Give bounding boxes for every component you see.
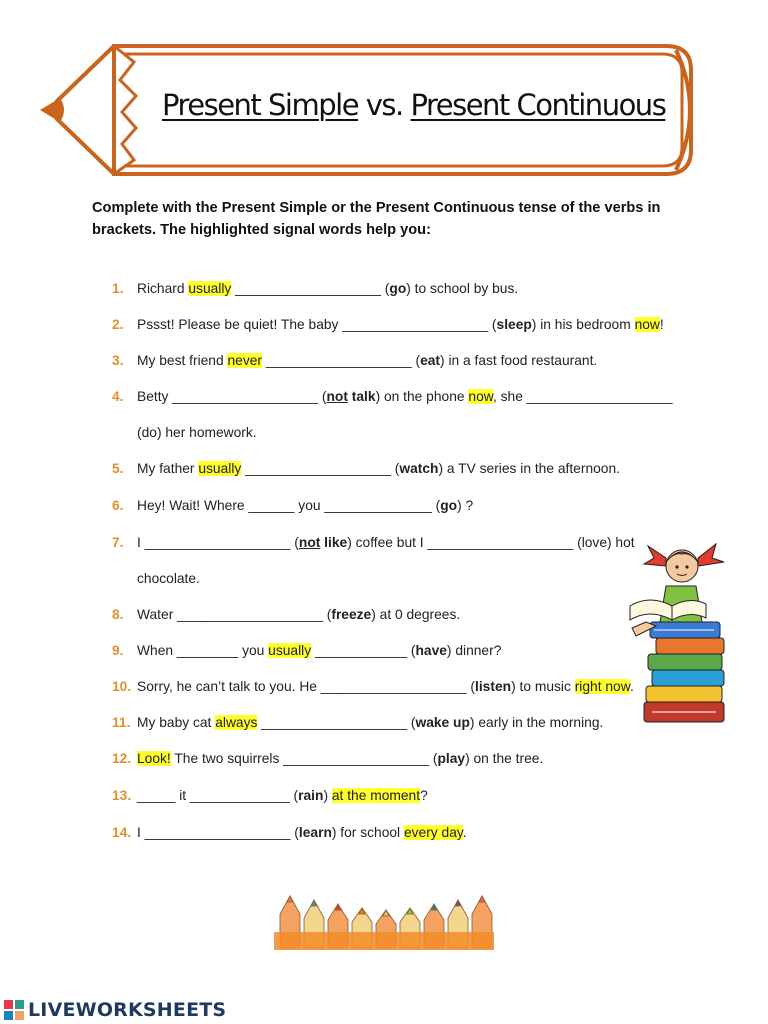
item-text: ! <box>659 317 664 332</box>
verb: rain <box>298 788 324 803</box>
item-text: ) on the tree. <box>465 751 544 766</box>
item-text: _____ it _____________ ( <box>137 788 299 803</box>
item-text: ) dinner? <box>446 643 502 658</box>
colored-pencils-illustration <box>274 888 494 955</box>
exercise-item-5 <box>137 458 620 480</box>
item-text: My father <box>137 461 199 476</box>
title-vs: vs. <box>358 88 411 122</box>
liveworksheets-logo-icon <box>4 1000 24 1020</box>
verb: like <box>320 535 348 550</box>
item-text: ) ? <box>457 498 474 513</box>
signal-word: never <box>227 353 262 368</box>
item-text: Betty ___________________ ( <box>137 389 327 404</box>
verb: go <box>440 498 458 513</box>
verb: watch <box>399 461 439 476</box>
item-text: Water ___________________ ( <box>137 607 332 622</box>
signal-word: always <box>215 715 258 730</box>
signal-word: now <box>634 317 660 332</box>
exercise-item-10 <box>137 676 634 698</box>
exercise-item-4 <box>137 386 673 408</box>
verb: wake up <box>415 715 470 730</box>
item-text: ____________ ( <box>311 643 416 658</box>
item-text: . <box>629 679 634 694</box>
instructions: Complete with the Present Simple or the Present Continuous tense of the verbs in brackets. The highlighted signal words help you: <box>92 200 661 238</box>
item-number: 11. <box>112 715 131 730</box>
title-present-continuous: Present Continuous <box>410 88 666 122</box>
verb-negation: not <box>326 389 348 404</box>
item-text: Richard <box>137 281 189 296</box>
verb: play <box>437 751 466 766</box>
item-text: ) in a fast food restaurant. <box>440 353 598 368</box>
verb: have <box>415 643 447 658</box>
item-text: ? <box>420 788 428 803</box>
item-text: Pssst! Please be quiet! The baby ___________________ ( <box>137 317 497 332</box>
item-text: ) in his bedroom <box>531 317 635 332</box>
verb: freeze <box>331 607 372 622</box>
exercise-item-12 <box>137 748 543 770</box>
signal-word: Look! <box>137 751 171 766</box>
verb: sleep <box>496 317 532 332</box>
item-text: , she ___________________ <box>492 389 673 404</box>
item-text: . <box>462 825 467 840</box>
exercise-item-2 <box>137 314 664 336</box>
item-number: 9. <box>112 643 124 658</box>
item-number: 2. <box>112 317 124 332</box>
item-text: The two squirrels ___________________ ( <box>170 751 438 766</box>
verb: talk <box>347 389 376 404</box>
item-number: 10. <box>112 679 132 694</box>
exercise-item-9 <box>137 640 501 662</box>
verb: eat <box>420 353 441 368</box>
item-number: 1. <box>112 281 124 296</box>
item-number: 4. <box>112 389 124 404</box>
exercise-item-6 <box>137 495 473 517</box>
item-text: I ___________________ ( <box>137 825 299 840</box>
item-number: 12. <box>112 751 132 766</box>
item-text: My best friend <box>137 353 228 368</box>
exercise-item-7-continued: chocolate. <box>137 571 200 586</box>
signal-word: usually <box>188 281 232 296</box>
item-number: 13. <box>112 788 132 803</box>
item-number: 8. <box>112 607 124 622</box>
item-text: My baby cat <box>137 715 216 730</box>
item-number: 14. <box>112 825 132 840</box>
item-text: ___________________ ( <box>257 715 416 730</box>
signal-word: right now <box>574 679 630 694</box>
item-number: 3. <box>112 353 124 368</box>
signal-word: now <box>468 389 493 404</box>
item-number: 7. <box>112 535 124 550</box>
item-text: Hey! Wait! Where ______ you ______________ ( <box>137 498 441 513</box>
title-present-simple: Present Simple <box>162 88 359 122</box>
girl-on-books-illustration <box>626 536 730 741</box>
verb: listen <box>475 679 512 694</box>
item-text: ___________________ ( <box>241 461 400 476</box>
exercise-item-4-continued: (do) her homework. <box>137 425 257 440</box>
item-text: ) <box>323 788 332 803</box>
verb: learn <box>298 825 332 840</box>
signal-word: at the moment <box>331 788 421 803</box>
exercise-item-1 <box>137 278 518 300</box>
signal-word: usually <box>198 461 242 476</box>
item-text: ) at 0 degrees. <box>371 607 461 622</box>
item-text: ) a TV series in the afternoon. <box>438 461 620 476</box>
signal-word: every day <box>403 825 463 840</box>
exercise-item-7 <box>137 532 635 554</box>
signal-word: usually <box>268 643 312 658</box>
item-text: ___________________ ( <box>262 353 421 368</box>
item-text: ) to school by bus. <box>406 281 519 296</box>
item-text: ___________________ ( <box>231 281 390 296</box>
item-text: I ___________________ ( <box>137 535 299 550</box>
item-number: 6. <box>112 498 124 513</box>
item-text: ) early in the morning. <box>469 715 604 730</box>
item-text: ) on the phone <box>375 389 469 404</box>
item-text: ) for school <box>331 825 404 840</box>
item-text: When ________ you <box>137 643 269 658</box>
exercise-item-11 <box>137 712 603 734</box>
exercise-item-13 <box>137 785 428 807</box>
verb: go <box>389 281 407 296</box>
item-text: ) to music <box>511 679 575 694</box>
item-number: 5. <box>112 461 124 476</box>
exercise-item-14 <box>137 822 467 844</box>
verb-negation: not <box>298 535 321 550</box>
item-text: Sorry, he can’t talk to you. He ___________________ ( <box>137 679 476 694</box>
exercise-item-3 <box>137 350 597 372</box>
logo-text: LIVEWORKSHEETS <box>28 999 227 1021</box>
exercise-item-8 <box>137 604 460 626</box>
item-text: ) coffee but I ___________________ (love) hot <box>347 535 635 550</box>
liveworksheets-logo[interactable] <box>4 998 226 1022</box>
